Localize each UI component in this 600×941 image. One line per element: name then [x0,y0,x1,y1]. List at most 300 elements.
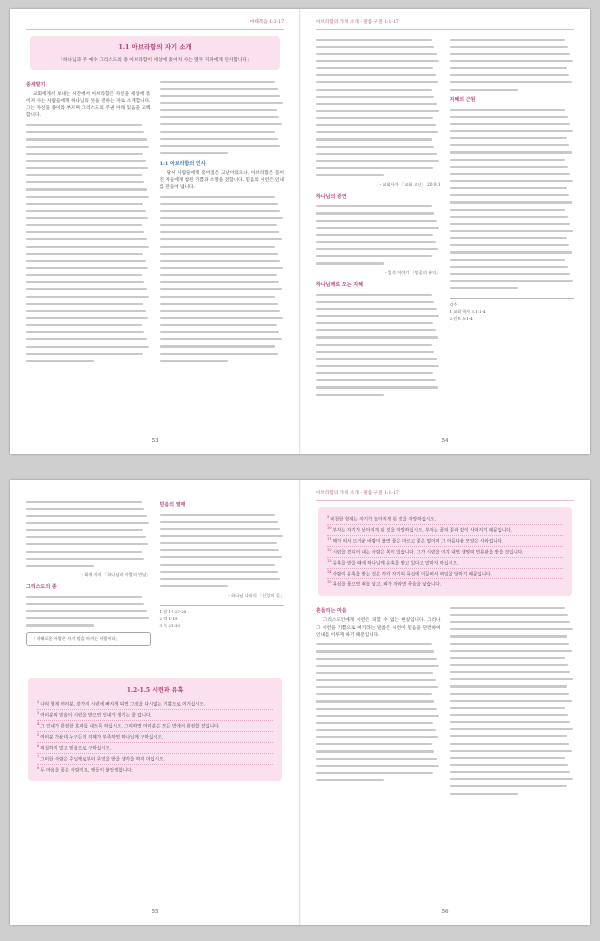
verse-text: 사람이 유혹을 받는 것은 각각 자기의 욕심에 이끌려서 꾀임을 당하기 때문입니다. [332,572,492,578]
text-line [316,246,441,253]
text-line [160,236,285,243]
text-line [316,313,441,320]
text-line [26,336,151,343]
text-line [316,748,441,755]
text-line [160,314,285,321]
text-line [450,783,575,790]
text-line [450,654,575,661]
text-line [316,129,441,136]
verse-text: 나의 형제 여러분, 갖가지 시련에 빠지게 되면 그것을 다시없는 기쁨으로 여기십시오. [40,702,206,708]
footnote: 1 잠 17:27-28 [159,608,187,614]
body-text-block [26,498,151,569]
text-line [26,322,151,329]
text-line [316,769,441,776]
text-line [160,207,285,214]
text-line [450,661,575,668]
header-rule [316,500,574,501]
text-line [450,192,575,199]
text-line [316,370,441,377]
text-line [26,193,151,200]
text-line [316,655,441,662]
two-column-body [26,498,284,652]
text-line [26,272,151,279]
running-head: 아브라함의 가치 소개 - 말씀 구절 1:1-17 [316,20,399,25]
text-line [316,107,441,114]
text-line [26,534,151,541]
verse-number: 12 [327,547,332,552]
text-line [316,260,441,267]
verse-item [37,721,273,732]
section-heading: 하나님께로 오는 지혜 [316,282,363,289]
text-line [160,554,285,561]
text-line [450,278,575,285]
text-line [160,540,285,547]
body-paragraph: 당시 사람들에게 흩어짐은 고난이었으나, 아브라함은 흩어진 자들에게 참된 기쁨과 소망을 전합니다. 믿음의 시련은 인내를 만들어 냅니다. [159,170,284,190]
text-line [316,734,441,741]
text-line [450,149,575,156]
text-line [450,120,575,127]
text-line [450,72,575,79]
header-rule [316,29,574,30]
footnote: 2 인트 5:1-4 [449,315,473,321]
text-line [450,213,575,220]
left-column [316,36,441,398]
text-line [450,128,575,135]
text-line [160,343,285,350]
verse-item [37,699,273,710]
text-line [450,711,575,718]
text-line [26,250,151,257]
quote-attribution: - 교회사가 「교회 고난」 20.9.1 [379,181,441,187]
text-line [160,257,285,264]
text-line [26,186,151,193]
text-line [26,498,151,505]
text-line [316,776,441,783]
text-line [316,691,441,698]
text-line [26,622,151,629]
text-line [316,298,441,305]
text-line [450,733,575,740]
verse-number: 3 [37,711,40,716]
text-line [160,547,285,554]
text-line [160,264,285,271]
boxed-quote: 「지혜로운 사람은 자기 말을 아끼는 사람이다」 [26,632,151,646]
text-line [450,242,575,249]
text-line [316,36,441,43]
text-line [450,65,575,72]
footnote: 1 교회 역사 3.1:1-4 [449,308,486,314]
text-line [316,86,441,93]
text-line [450,220,575,227]
text-line [450,228,575,235]
text-line [450,36,575,43]
text-line [316,384,441,391]
verse-list [37,699,273,774]
text-line [316,136,441,143]
text-line [26,329,151,336]
two-column-body [26,78,284,364]
text-line [160,107,285,114]
text-line [26,300,151,307]
text-line [316,239,441,246]
text-line [316,341,441,348]
verse-number: 15 [327,580,332,585]
text-line [450,761,575,768]
footnotes [450,298,575,322]
text-line [316,762,441,769]
text-line [316,150,441,157]
page-number: 53 [151,438,159,444]
text-line [316,684,441,691]
text-line [450,633,575,640]
text-line [316,334,441,341]
body-text-block [450,106,575,292]
page-56 [300,480,590,925]
text-line [450,619,575,626]
text-line [26,257,151,264]
text-line [160,561,285,568]
text-line [26,222,151,229]
text-line [26,264,151,271]
text-line [26,172,151,179]
footnote-mark: 각주 [449,301,458,307]
text-line [450,113,575,120]
text-line [450,86,575,93]
text-line [316,122,441,129]
text-line [316,377,441,384]
text-line [160,293,285,300]
verse-text: 욕심을 품으면 죄를 낳고, 죄가 자라면 죽음을 낳습니다. [332,582,442,588]
verse-item [327,547,563,558]
text-line [26,608,151,615]
text-line [160,222,285,229]
text-line [316,719,441,726]
text-line [316,157,441,164]
verse-text: 부자는 자기가 낮아지게 된 것을 자랑하십시오. 부자는 풀의 꽃과 같이 사라지기 때문입니다. [332,528,513,534]
text-line [26,357,151,364]
verse-text: 비천한 형제는 자기가 높아지게 된 것을 자랑하십시오. [330,517,436,523]
text-line [26,548,151,555]
text-line [160,329,285,336]
verse-item [327,579,563,589]
verse-text: 그 인내가 완전한 효과를 내도록 하십시오. 그리하면 여러분은 모든 면에서 완전할 것입니다. [40,724,220,730]
quote-attribution: - 일석 이야기 「믿음의 유익」 [384,270,441,276]
text-line [316,253,441,260]
page-number: 55 [151,909,159,915]
text-line [160,575,285,582]
text-line [26,236,151,243]
text-line [26,527,151,534]
text-line [450,676,575,683]
text-line [450,669,575,676]
page-55 [10,480,300,925]
verse-item [327,514,563,525]
text-line [316,224,441,231]
verse-number: 7 [37,754,40,759]
text-line [160,99,285,106]
text-line [450,199,575,206]
quote-attribution: - 하나님 나라의 「신앙의 길」 [228,592,284,598]
text-line [160,525,285,532]
spread-pages-53-54 [10,9,590,454]
text-line [316,669,441,676]
text-line [450,640,575,647]
text-line [316,72,441,79]
left-column [26,498,151,652]
body-text-block [316,36,441,179]
text-line [450,726,575,733]
verse-number: 8 [37,765,40,770]
body-text-block [316,203,441,267]
text-line [316,115,441,122]
text-line [26,143,151,150]
text-line [450,50,575,57]
text-line [316,327,441,334]
verse-text: 두 마음을 품은 사람이요, 행동이 불안정합니다. [40,768,133,774]
text-line [160,92,285,99]
text-line [316,65,441,72]
text-line [316,50,441,57]
body-paragraph: 그리스도인에게 시련은 피할 수 없는 현실입니다. 그러나 그 시련을 기쁨으로 여기라는 말씀은 시련이 믿음을 단련하여 인내를 이루게 하기 때문입니다. [316,618,441,638]
text-line [316,698,441,705]
text-line [160,350,285,357]
text-line [26,593,151,600]
body-text-block [26,122,151,365]
text-line [450,719,575,726]
text-line [26,207,151,214]
page-number: 56 [441,909,449,915]
verse-item [37,710,273,721]
text-line [316,79,441,86]
verse-text: 여러분의 믿음이 시련을 받으면 인내가 생기는 줄 압니다. [40,713,152,719]
text-line [316,231,441,238]
text-line [26,164,151,171]
section-heading: 믿음의 열매 [159,502,186,508]
body-text-block [160,78,285,157]
text-line [26,136,151,143]
text-line [26,157,151,164]
verse-list [327,514,563,589]
footnote: 3 눅 21:19 [159,622,180,628]
scripture-box [318,507,572,596]
text-line [26,343,151,350]
text-line [450,769,575,776]
verse-item [37,765,273,775]
verse-text: 유혹을 받을 때에 하나님께 유혹을 받고 있다고 말하지 마십시오. [332,561,459,567]
text-line [316,93,441,100]
text-line [160,357,285,364]
verse-number: 6 [37,743,40,748]
text-line [26,350,151,357]
text-line [26,293,151,300]
text-line [316,755,441,762]
text-line [26,615,151,622]
text-line [26,505,151,512]
text-line [160,78,285,85]
text-line [450,604,575,611]
text-line [316,741,441,748]
text-line [450,135,575,142]
text-line [26,562,151,569]
verse-number: 9 [327,515,330,519]
verse-text: 그러한 사람은 주님께로부터 무엇을 받을 생각을 하지 마십시오. [40,757,165,763]
text-line [26,179,151,186]
text-line [316,203,441,210]
verse-number: 5 [37,732,40,737]
two-column-body [316,604,574,797]
chapter-title: 1.1 아브라함의 자기 소개 [118,43,192,51]
section-heading: 흔들리는 마음 [316,608,347,615]
verse-item [327,569,563,580]
text-line [316,391,441,398]
text-line [26,307,151,314]
text-line [316,355,441,362]
footnotes [160,605,285,629]
verse-number: 10 [327,525,332,530]
text-line [316,348,441,355]
quote-attribution: - 회개 자의 「하나님과 사람의 만남」 [81,572,151,578]
text-line [26,519,151,526]
text-line [160,582,285,589]
text-line [450,106,575,113]
text-line [160,121,285,128]
text-line [316,362,441,369]
text-line [450,740,575,747]
verse-number: 4 [37,721,40,726]
text-line [160,286,285,293]
text-line [450,185,575,192]
spread-pages-55-56 [10,480,590,925]
text-line [26,512,151,519]
text-line [160,279,285,286]
text-line [316,727,441,734]
text-line [316,662,441,669]
page-53 [10,9,300,454]
right-column [160,498,285,652]
text-line [450,690,575,697]
text-line [160,85,285,92]
text-line [316,291,441,298]
verse-item [327,558,563,569]
text-line [160,511,285,518]
text-line [316,641,441,648]
text-line [450,43,575,50]
right-column [160,78,285,364]
verse-item [327,536,563,547]
text-line [450,704,575,711]
verse-number: 14 [327,569,332,574]
verse-number: 11 [327,536,332,541]
text-line [450,747,575,754]
verse-text: 여러분 가운데 누구든지 지혜가 부족하면 하나님께 구하십시오. [40,735,164,741]
text-line [450,683,575,690]
text-line [450,256,575,263]
text-line [316,172,441,179]
text-line [160,532,285,539]
chapter-title-box [30,36,280,70]
text-line [450,170,575,177]
text-line [160,200,285,207]
text-line [316,305,441,312]
body-text-block [26,593,151,629]
page-number: 54 [441,438,449,444]
text-line [450,697,575,704]
text-line [26,601,151,608]
verse-text: 의심하지 말고 믿음으로 구하십시오. [40,746,112,752]
text-line [316,43,441,50]
text-line [450,156,575,163]
text-line [26,150,151,157]
text-line [450,57,575,64]
chapter-intro: 「하나님과 주 예수 그리스도의 종 아브라함이 세상에 흩어져 사는 열두 지파에게 인사합니다」 [58,58,252,63]
body-text-block [316,291,441,398]
text-line [450,206,575,213]
text-line [160,135,285,142]
text-line [450,611,575,618]
verse-text: 해가 떠서 뜨거운 바람이 불면 풀은 마르고 꽃은 떨어져 그 아름다운 모양은 사라집니다. [332,539,504,545]
verse-item [37,754,273,765]
text-line [26,541,151,548]
verse-text: 시련을 견디어 내는 사람은 복이 있습니다. 그가 시련을 이겨 내면 생명의 면류관을 받을 것입니다. [332,550,524,556]
text-line [160,149,285,156]
text-line [26,279,151,286]
running-head: 마태복음 1:1-17 [249,20,284,25]
text-line [450,142,575,149]
section-heading: 하나님의 증언 [316,193,347,200]
footnote: 2 약 1:19 [159,615,178,621]
verse-item [327,525,563,536]
verse-number: 13 [327,558,332,563]
right-column [450,604,575,797]
text-line [26,200,151,207]
text-line [450,178,575,185]
two-column-body [316,36,574,398]
text-line [316,165,441,172]
text-line [450,163,575,170]
text-line [316,217,441,224]
section-heading: 지혜의 근원 [449,97,476,104]
left-column [26,78,151,364]
running-head: 아브라함의 가치 소개 - 말씀 구절 1:1-17 [316,491,399,496]
text-line [316,648,441,655]
body-text-block [160,193,285,364]
text-line [316,100,441,107]
right-column [450,36,575,398]
text-line [450,626,575,633]
text-line [160,336,285,343]
text-line [316,705,441,712]
text-line [160,114,285,121]
text-line [450,79,575,86]
text-line [26,314,151,321]
left-column [316,604,441,797]
text-line [160,243,285,250]
verse-item [37,732,273,743]
section-heading: 1:1 아브라함의 인사 [159,160,206,167]
text-line [26,555,151,562]
section-heading: 그리스도의 종 [26,584,57,591]
text-line [26,286,151,293]
text-line [160,272,285,279]
body-text-block [450,36,575,93]
text-line [450,285,575,292]
text-line [450,790,575,797]
text-line [450,647,575,654]
text-line [160,300,285,307]
page-54 [300,9,590,454]
body-text-block [316,641,441,784]
text-line [160,518,285,525]
